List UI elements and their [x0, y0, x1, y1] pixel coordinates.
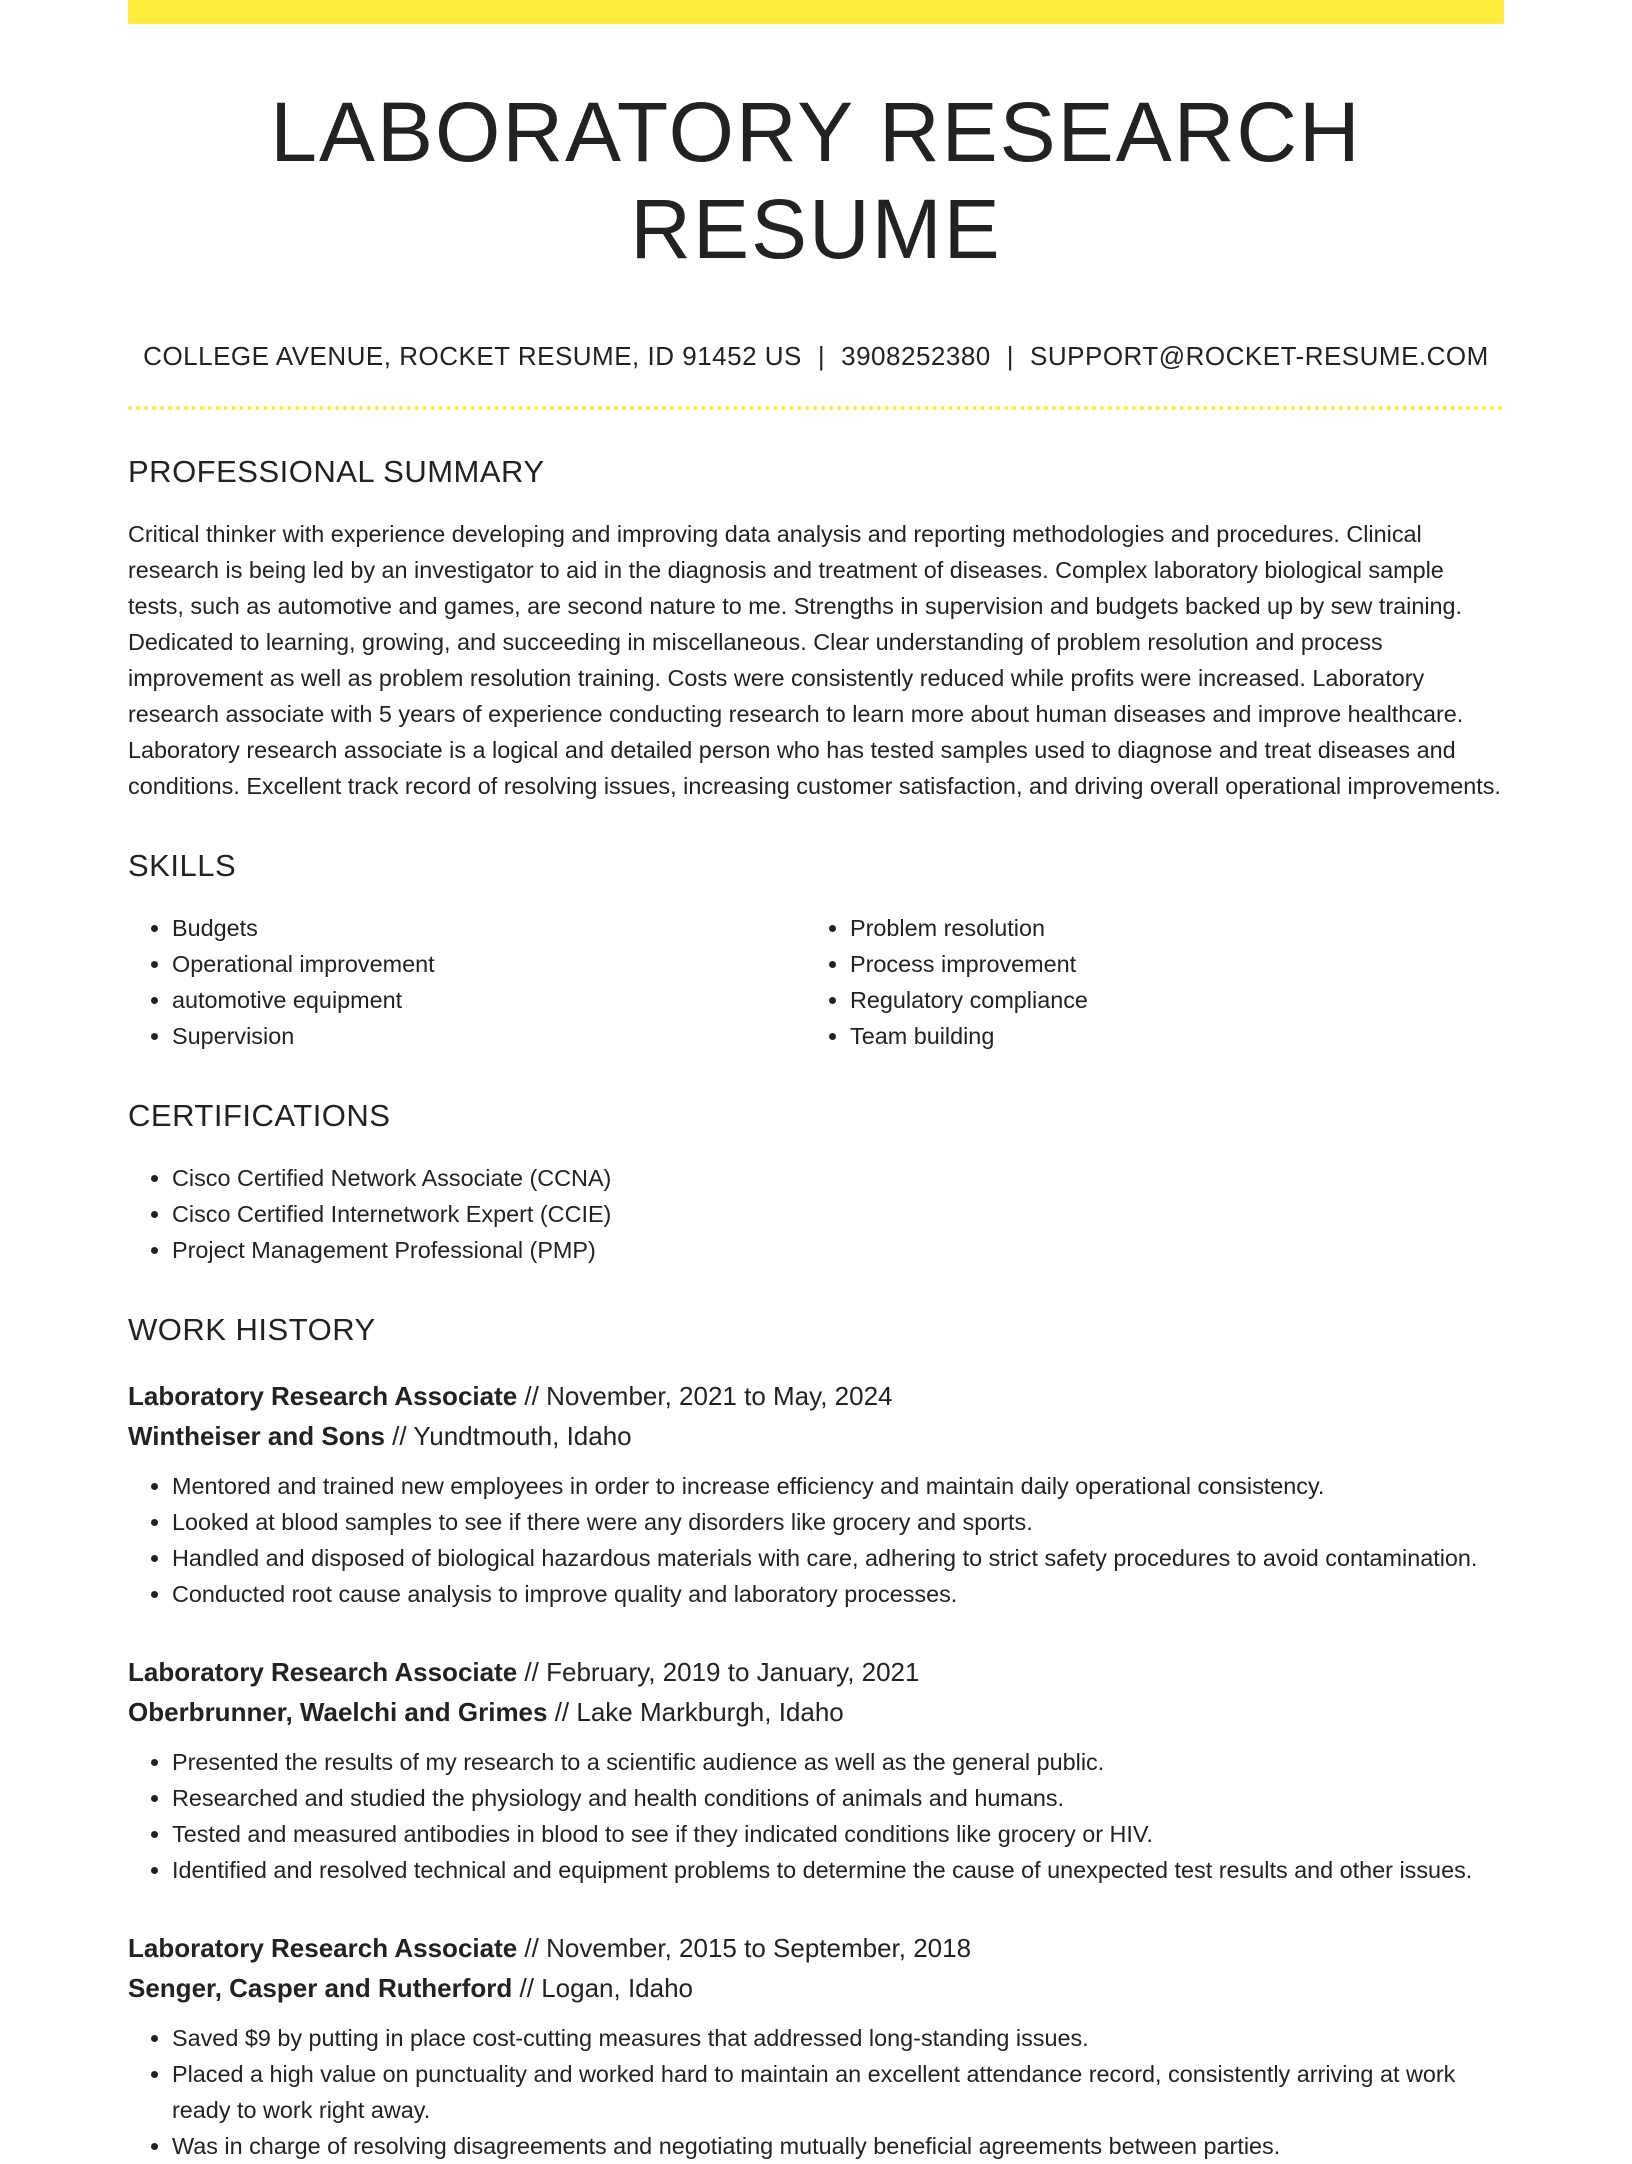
skills-heading: SKILLS	[128, 848, 237, 884]
skill-item: • Team building	[850, 1018, 1484, 1054]
job-role: Laboratory Research Associate	[128, 1657, 518, 1688]
job-bullet: • Mentored and trained new employees in order to increase efficiency and maintain daily operational consistency.	[172, 1468, 1504, 1504]
skills-list-left	[128, 910, 806, 1054]
job-entry	[128, 1928, 1504, 2164]
skills-grid	[128, 910, 1504, 1054]
job-company: Senger, Casper and Rutherford	[128, 1973, 513, 2004]
job-company-line	[128, 1692, 1504, 1732]
job-company-line	[128, 1416, 1504, 1456]
resume-title: LABORATORY RESEARCH RESUME	[270, 85, 1362, 276]
job-bullet: • Identified and resolved technical and equipment problems to determine the cause of unexpected test results and other issues.	[172, 1852, 1504, 1888]
job-dates: // November, 2021 to May, 2024	[517, 1381, 893, 1412]
job-bullet: • Looked at blood samples to see if there were any disorders like grocery and sports.	[172, 1504, 1504, 1540]
summary-heading: PROFESSIONAL SUMMARY	[128, 454, 545, 490]
certification-item: • Cisco Certified Network Associate (CCNA)	[172, 1160, 1504, 1196]
contact-separator: |	[1006, 341, 1015, 372]
skill-item: • Operational improvement	[172, 946, 806, 982]
job-location: // Lake Markburgh, Idaho	[547, 1697, 844, 1728]
skill-item: • Supervision	[172, 1018, 806, 1054]
job-bullet: • Placed a high value on punctuality and worked hard to maintain an excellent attendance record, consistently arriving at work ready to work right away.	[172, 2056, 1504, 2128]
job-company: Oberbrunner, Waelchi and Grimes	[128, 1697, 548, 1728]
skill-item: • Problem resolution	[850, 910, 1484, 946]
job-bullet: • Saved $9 by putting in place cost-cutting measures that addressed long-standing issues.	[172, 2020, 1504, 2056]
accent-top-bar	[128, 0, 1504, 24]
contact-address: COLLEGE AVENUE, ROCKET RESUME, ID 91452 US	[143, 341, 802, 372]
job-title-line	[128, 1652, 1504, 1692]
job-bullet: • Researched and studied the physiology and health conditions of animals and humans.	[172, 1780, 1504, 1816]
certifications-heading: CERTIFICATIONS	[128, 1098, 391, 1134]
skills-list-right	[806, 910, 1484, 1054]
job-bullet: • Presented the results of my research to a scientific audience as well as the general public.	[172, 1744, 1504, 1780]
job-location: // Logan, Idaho	[512, 1973, 694, 2004]
job-entry	[128, 1376, 1504, 1612]
contact-phone: 3908252380	[841, 341, 991, 372]
job-dates: // November, 2015 to September, 2018	[517, 1933, 972, 1964]
certification-item: • Project Management Professional (PMP)	[172, 1232, 1504, 1268]
certification-item: • Cisco Certified Internetwork Expert (CCIE)	[172, 1196, 1504, 1232]
job-role: Laboratory Research Associate	[128, 1933, 518, 1964]
job-bullets	[128, 1468, 1504, 1612]
skill-item: • Budgets	[172, 910, 806, 946]
job-company: Wintheiser and Sons	[128, 1421, 385, 1452]
skill-item: • automotive equipment	[172, 982, 806, 1018]
job-role: Laboratory Research Associate	[128, 1381, 518, 1412]
job-entry	[128, 1652, 1504, 1888]
job-bullet: • Conducted root cause analysis to improve quality and laboratory processes.	[172, 1576, 1504, 1612]
resume-page	[128, 0, 1504, 2164]
work-history-heading: WORK HISTORY	[128, 1312, 376, 1348]
summary-text: Critical thinker with experience developing and improving data analysis and reporting methodologies and procedures. Clinical research is being led by an investigator to aid in the diagnosis and treatment of diseases. Complex laboratory biological sample tests, such as automotive and games, are second nature to me. Strengths in supervision and budgets backed up by sew training. Dedicated to learning, growing, and succeeding in miscellaneous. Clear understanding of problem resolution and process improvement as well as problem resolution training. Costs were consistently reduced while profits were increased. Laboratory research associate with 5 years of experience conducting research to learn more about human diseases and improve healthcare. Laboratory research associate is a logical and detailed person who has tested samples used to diagnose and treat diseases and conditions. Excellent track record of resolving issues, increasing customer satisfaction, and driving overall operational improvements.	[128, 521, 1501, 800]
job-bullet: • Was in charge of resolving disagreements and negotiating mutually beneficial agreements between parties.	[172, 2128, 1504, 2164]
job-location: // Yundtmouth, Idaho	[384, 1421, 632, 1452]
contact-separator: |	[817, 341, 826, 372]
job-bullets	[128, 2020, 1504, 2164]
job-bullet: • Handled and disposed of biological hazardous materials with care, adhering to strict safety procedures to avoid contamination.	[172, 1540, 1504, 1576]
dotted-divider	[128, 406, 1504, 410]
job-dates: // February, 2019 to January, 2021	[517, 1657, 920, 1688]
job-company-line	[128, 1968, 1504, 2008]
job-bullet: • Tested and measured antibodies in blood to see if they indicated conditions like grocery or HIV.	[172, 1816, 1504, 1852]
job-title-line	[128, 1376, 1504, 1416]
job-bullets	[128, 1744, 1504, 1888]
skill-item: • Process improvement	[850, 946, 1484, 982]
contact-line	[128, 341, 1504, 372]
job-title-line	[128, 1928, 1504, 1968]
contact-email: SUPPORT@ROCKET-RESUME.COM	[1030, 341, 1489, 372]
certifications-list	[128, 1160, 1504, 1268]
skill-item: • Regulatory compliance	[850, 982, 1484, 1018]
